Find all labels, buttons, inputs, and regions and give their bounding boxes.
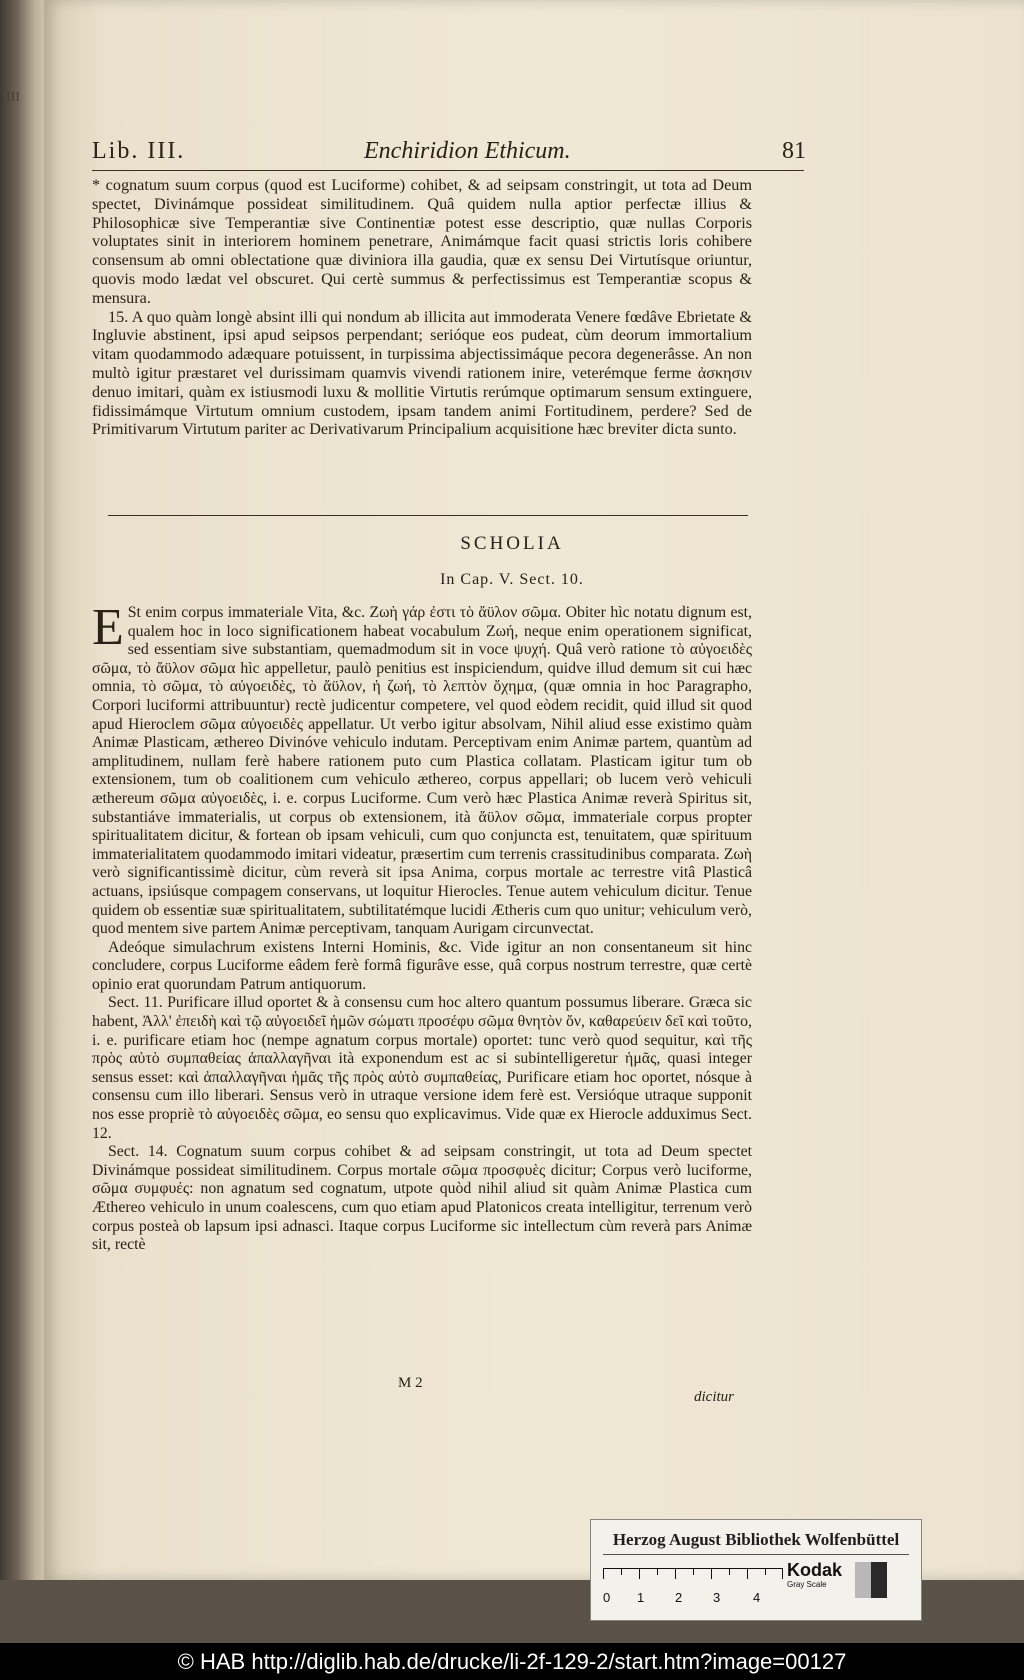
scale-number: 3	[713, 1590, 721, 1605]
paragraph-continuation: * cognatum suum corpus (quod est Luciforme) cohibet, & ad seipsam constringit, ut tota ad Deum spectet, Divinámque possideat similitudinem. Quâ quidem nulla aptior perfectæ illius & Philosophicæ sive Temperantiæ sive Continentiæ potest esse descriptio, quæ nullas Corporis voluptates sinit in interiorem hominem penetrare, Animámque facit quasi strictis loris cohibere consensum ab omni oblectatione quæ diviniora illa gaudia, quæ ex sensu Dei Virtutísque oriuntur, quovis modo lædat vel obscuret. Qui certè summus & perfectissimus est Temperantiæ scopus & mensura.	[92, 176, 752, 307]
running-header	[92, 138, 812, 166]
library-name: Herzog August Bibliothek Wolfenbüttel	[603, 1530, 909, 1555]
gray-swatch	[855, 1562, 871, 1598]
scale-number: 4	[753, 1590, 761, 1605]
scholia-paragraph-4: Sect. 14. Cognatum suum corpus cohibet & ad seipsam constringit, ut tota ad Deum spectet Divinámque possideat similitudinem. Corpus mortale σῶμα προσφυὲς dicitur; Corpus verò luciforme, σῶμα συμφυές: non agnatum sed cognatum, utpote quòd nihil aliud sit quàm Animæ Plastica cum Æthereo vehiculo in unum coalescens, cum quo etiam apud Platonicos creata intelligitur, terrenum verò corpus posteà ob lapsum ipsi adnasci. Itaque corpus Luciforme sic intellectum cùm reverà pars Animæ sit, rectè	[92, 1143, 752, 1254]
book-label: Lib. III.	[92, 138, 186, 164]
scale-number: 1	[637, 1590, 645, 1605]
black-swatch	[871, 1562, 887, 1598]
main-text	[92, 176, 752, 439]
scholia-paragraph-1	[92, 599, 752, 939]
drop-cap: E	[92, 599, 124, 656]
scale-number: 0	[603, 1590, 611, 1605]
page-number: 81	[782, 138, 806, 164]
book-binding	[0, 0, 50, 1580]
library-color-card	[590, 1519, 922, 1621]
copyright-bar: © HAB http://diglib.hab.de/drucke/li-2f-129-2/start.htm?image=00127	[0, 1643, 1024, 1680]
paragraph-15: 15. A quo quàm longè absint illi qui nondum ab illicita aut immoderata Venere fœdâve Ebrietate & Ingluvie abstinent, ipsi apud seipsos perpendant; serióque eos pudeat, cùm deorum immortalium vitam quodammodo adæquare potuissent, in turpissima abjectissimáque pecora degenerâsse. An non multò igitur præstaret vel durissimam quamvis vivendi rationem inire, veterémque ferme ἀσκησιν denuo imitari, quàm ex istiusmodi luxu & mollitie Virtutis rerúmque optimarum sensum extinguere, fidissimámque Virtutum omnium custodem, ipsam tandem animi Fortitudinem, perdere? Sed de Primitivarum Virtutum pariter ac Derivativarum Principalium acquisitione hæc breviter dicta sunto.	[92, 307, 752, 439]
catchword: dicitur	[694, 1389, 734, 1405]
scholia-paragraph-2: Adeóque simulachrum existens Interni Hominis, &c. Vide igitur an non consentaneum sit hinc concludere, corpus Luciforme eâdem ferè formâ figurâve esse, quâ corpus nostrum terrestre, quæ certè opinio erat quorundam Patrum antiquorum.	[92, 938, 752, 993]
gray-scale-label: Gray Scale	[787, 1580, 827, 1589]
scholia-paragraph-3: Sect. 11. Purificare illud oportet & à consensu cum hoc altero quantum possumus liberare. Græca sic habent, Ἀλλ' ἐπειδὴ καὶ τῷ αὐγοειδεῖ ἡμῶν σώματι προσέφυ σῶμα θνητὸν ὄν, καθαρεύειν δεῖ καὶ τοῦτο, i. e. purificare etiam hoc (nempe agnatum corpus mortale) oportet: tunc verò quod sequitur, καὶ τῆς πρὸς αὐτὸ συμπαθείας ἀπαλλαγῆναι ità exponendum est ac si subintelligeretur ἡμᾶς, quasi integer sensus esset: καὶ ἀπαλλαγῆναι ἡμᾶς τῆς πρὸς αὐτὸ συμπαθείας, Purificare etiam hoc oportet, nósque à consensu cum illo liberari. Sensus verò in utraque versione idem ferè est. Versióque utraque supponit nos esse propriè τὸ αὐγοειδὲς σῶμα, eo sensu quo explicavimus. Vide quæ ex Hierocle adduximus Sect. 12.	[92, 994, 752, 1142]
scale-number: 2	[675, 1590, 683, 1605]
scholia-subheading: In Cap. V. Sect. 10.	[440, 571, 584, 588]
header-rule	[92, 170, 804, 171]
measure-scale	[603, 1568, 783, 1583]
section-rule	[108, 515, 748, 516]
scholia-paragraph-1-text: St enim corpus immateriale Vita, &c. Ζωὴ γάρ ἐστι τὸ ἄϋλον σῶμα. Obiter hìc notatu dignum est, qualem hoc in loco significationem habeat vocabulum Ζωή, neque enim operationem significat, sed essentiam sive substantiam, quemadmodum sit in voce ψυχή. Quâ verò ratione τὸ αὐγοειδὲς σῶμα, τὸ ἄϋλον σῶμα hìc appelletur, paulò penitius est inspiciendum, quidve illud demum sit cui hæc omnia, τὸ σῶμα, τὸ αὐγοειδὲς, τὸ ἄϋλον, ἡ ζωή, τὸ λεπτὸν ὄχημα, (quæ omnia in hoc Paragrapho, Corpori luciformi attribuuntur) rectè judicentur competere, vel quod eòdem recidit, quid illud sit quod apud Hieroclem σῶμα αὐγοειδὲς appellatur. Ut verbo igitur absolvam, Nihil aliud esse existimo quàm Animæ Plasticam, æthereo Divinóve vehiculo indutam. Perceptivam enim Animæ partem, quantùm ad amplitudinem, nullam ferè habere rationem puto cum Plastica collatam. Plasticam igitur tum ob extensionem, tum ob coalitionem cum vehiculo æthereo, corpus appellari; ob lucem verò vehiculi æthereum σῶμα αὐγοειδὲς, i. e. corpus Luciforme. Cum verò hæc Plastica Animæ reverà Spiritus sit, substantiáve immaterialis, ut corpus ob extensionem, ità ἄϋλον σῶμα, immateriale corpus propter spiritualitatem dicitur, & fortean ob ipsam vehiculi, cum quo conjuncta est, tenuitatem, quæ spirituum immaterialitatem quodammodo imitari videatur, præsertim cum terrenis crassitudinibus comparata. Ζωὴ verò significantissimè dicitur, cùm reverà sit ipsa Anima, corpus mortale ac terrestre vitâ Plasticâ actuans, ipsiúsque compagem conservans, ut loquitur Hierocles. Tenue autem vehiculum dicitur. Tenue quidem ob essentiæ suæ spiritualitatem, subtilitatémque lucidi Ætheris cum quo unitur; vehiculum verò, quod mentem sive partem Animæ perceptivam, tanquam Aurigam circunvectat.	[92, 604, 752, 938]
previous-leaf-mark: III	[6, 90, 20, 105]
scholia-text	[92, 599, 752, 1255]
running-title: Enchiridion Ethicum.	[364, 138, 571, 164]
kodak-logo: Kodak	[787, 1560, 843, 1580]
scholia-heading: SCHOLIA	[460, 533, 564, 554]
signature-mark: M 2	[398, 1375, 423, 1391]
